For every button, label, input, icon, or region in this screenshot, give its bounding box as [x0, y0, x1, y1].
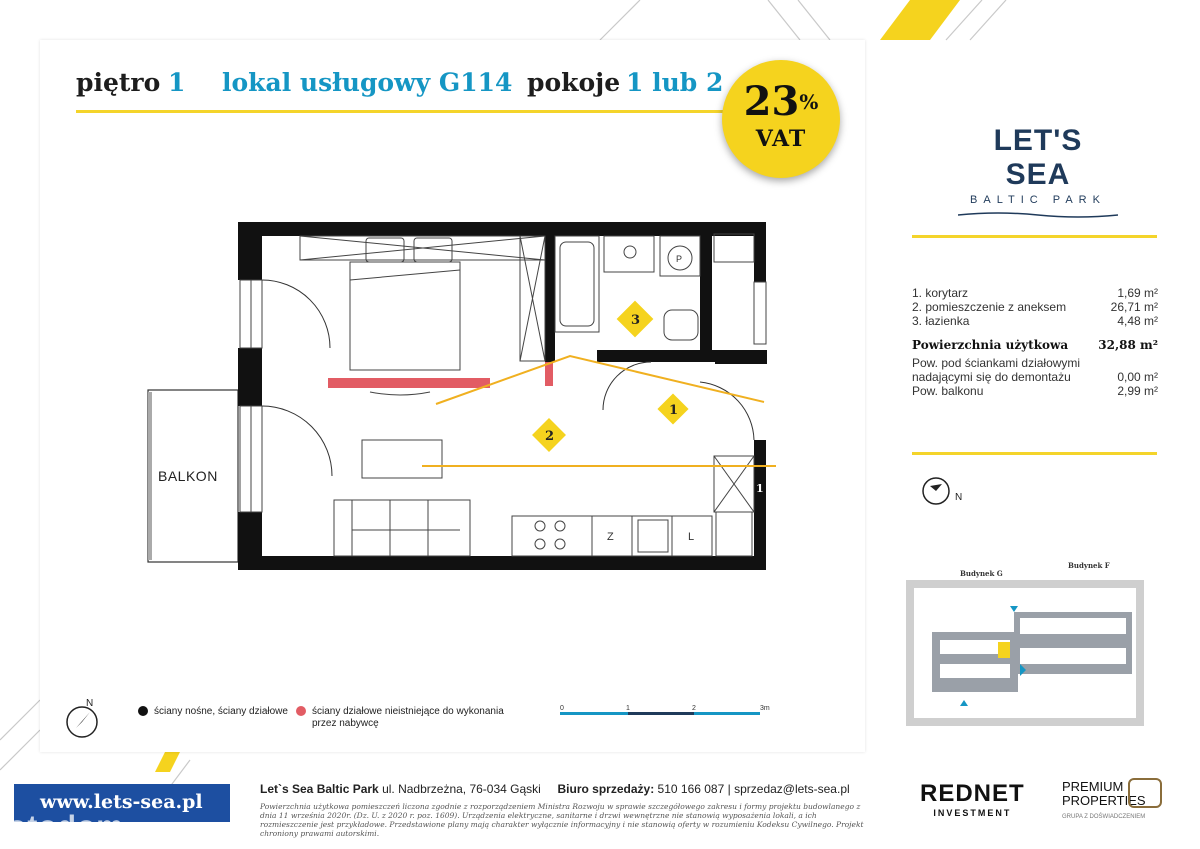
balcony-label: BALKON: [158, 468, 218, 484]
compass-left-label: N: [86, 698, 94, 709]
legend-black-dot: [138, 706, 148, 716]
brand-subtitle: BALTIC PARK: [970, 194, 1106, 206]
room-marker-1: 1: [669, 403, 679, 418]
area-row: 2. pomieszczenie z aneksem 26,71 m²: [912, 300, 1158, 314]
area-row: Pow. pod ściankami działowymi nadającymi się do demontażu 0,00 m²: [912, 356, 1158, 384]
premium-mark-icon: [1128, 778, 1162, 808]
legal-note: Powierzchnia użytkowa pomieszczeń liczona zgodnie z rozporządzeniem Ministra Rozwoju w sprawie szczegółowego zakresu i formy projektu budowlanego z dnia 11 września 2020r. (Dz. U. z 2020 r. poz. 1609). Urządzenia elektryczne, sanitarne i drzwi wewnętrzne nie stanowią wyposażenia lokali, a ich rozmieszczenie jest przykładowe. Przedstawione plany mają charakter wyłącznie informacyjny i nie stanowią oferty w rozumieniu Kodeksu Cywilnego. Projekt chroniony prawami autorskimi.: [260, 802, 864, 838]
rednet-logo: REDNET INVESTMENT: [920, 780, 1025, 818]
vat-percent: 23: [743, 78, 800, 125]
legend-red-dot: [296, 706, 306, 716]
area-row: 1. korytarz 1,69 m²: [912, 286, 1158, 300]
area-total: Powierzchnia użytkowa 32,88 m²: [912, 338, 1158, 352]
premium-properties-logo: PREMIUM PROPERTIES GRUPA Z DOŚWIADCZENIEM: [1062, 779, 1146, 820]
scale-tick: 1: [626, 705, 630, 712]
otodom-watermark: otodom: [8, 810, 124, 843]
building-f-label: Budynek F: [1068, 561, 1110, 570]
scale-tick: 0: [560, 705, 564, 712]
contact-line: Let`s Sea Baltic Park ul. Nadbrzeżna, 76-034 Gąski Biuro sprzedaży: 510 166 087 | sprzedaz@lets-sea.pl: [260, 782, 850, 796]
scale-tick: 2: [692, 705, 696, 712]
load-bearing-walls: [238, 222, 767, 570]
compass-right-label: N: [955, 492, 963, 503]
removable-wall: [328, 378, 490, 388]
rooms-value: 1 lub 2: [626, 68, 724, 97]
website-link[interactable]: www.lets-sea.pl: [14, 784, 230, 822]
floor-label: piętro: [76, 68, 161, 97]
brand-name: LET'S SEA: [993, 124, 1083, 191]
fridge-label: Z: [607, 531, 614, 543]
room-marker-2: 2: [545, 429, 555, 444]
scale-tick: 3m: [760, 705, 770, 712]
area-row: Pow. balkonu 2,99 m²: [912, 384, 1158, 398]
vat-percent-sign: %: [799, 90, 819, 114]
legend-load-bearing: ściany nośne, ściany działowe: [138, 706, 288, 717]
legend-removable: ściany działowe nieistniejące do wykonania przez nabywcę: [296, 706, 516, 730]
area-row: 3. łazienka 4,48 m²: [912, 314, 1158, 328]
rooms-label: pokoje: [527, 68, 621, 97]
building-g-label: Budynek G: [960, 569, 1003, 578]
entry-marker: 1: [756, 482, 764, 495]
room-marker-3: 3: [631, 313, 641, 328]
washer-label: P: [676, 254, 683, 264]
dishwasher-label: L: [688, 531, 695, 543]
removable-wall: [545, 362, 553, 386]
floor-value: 1: [168, 68, 186, 97]
vat-label: VAT: [755, 126, 807, 152]
email-link[interactable]: sprzedaz@lets-sea.pl: [734, 782, 850, 796]
unit-label: lokal usługowy G114: [222, 68, 513, 97]
